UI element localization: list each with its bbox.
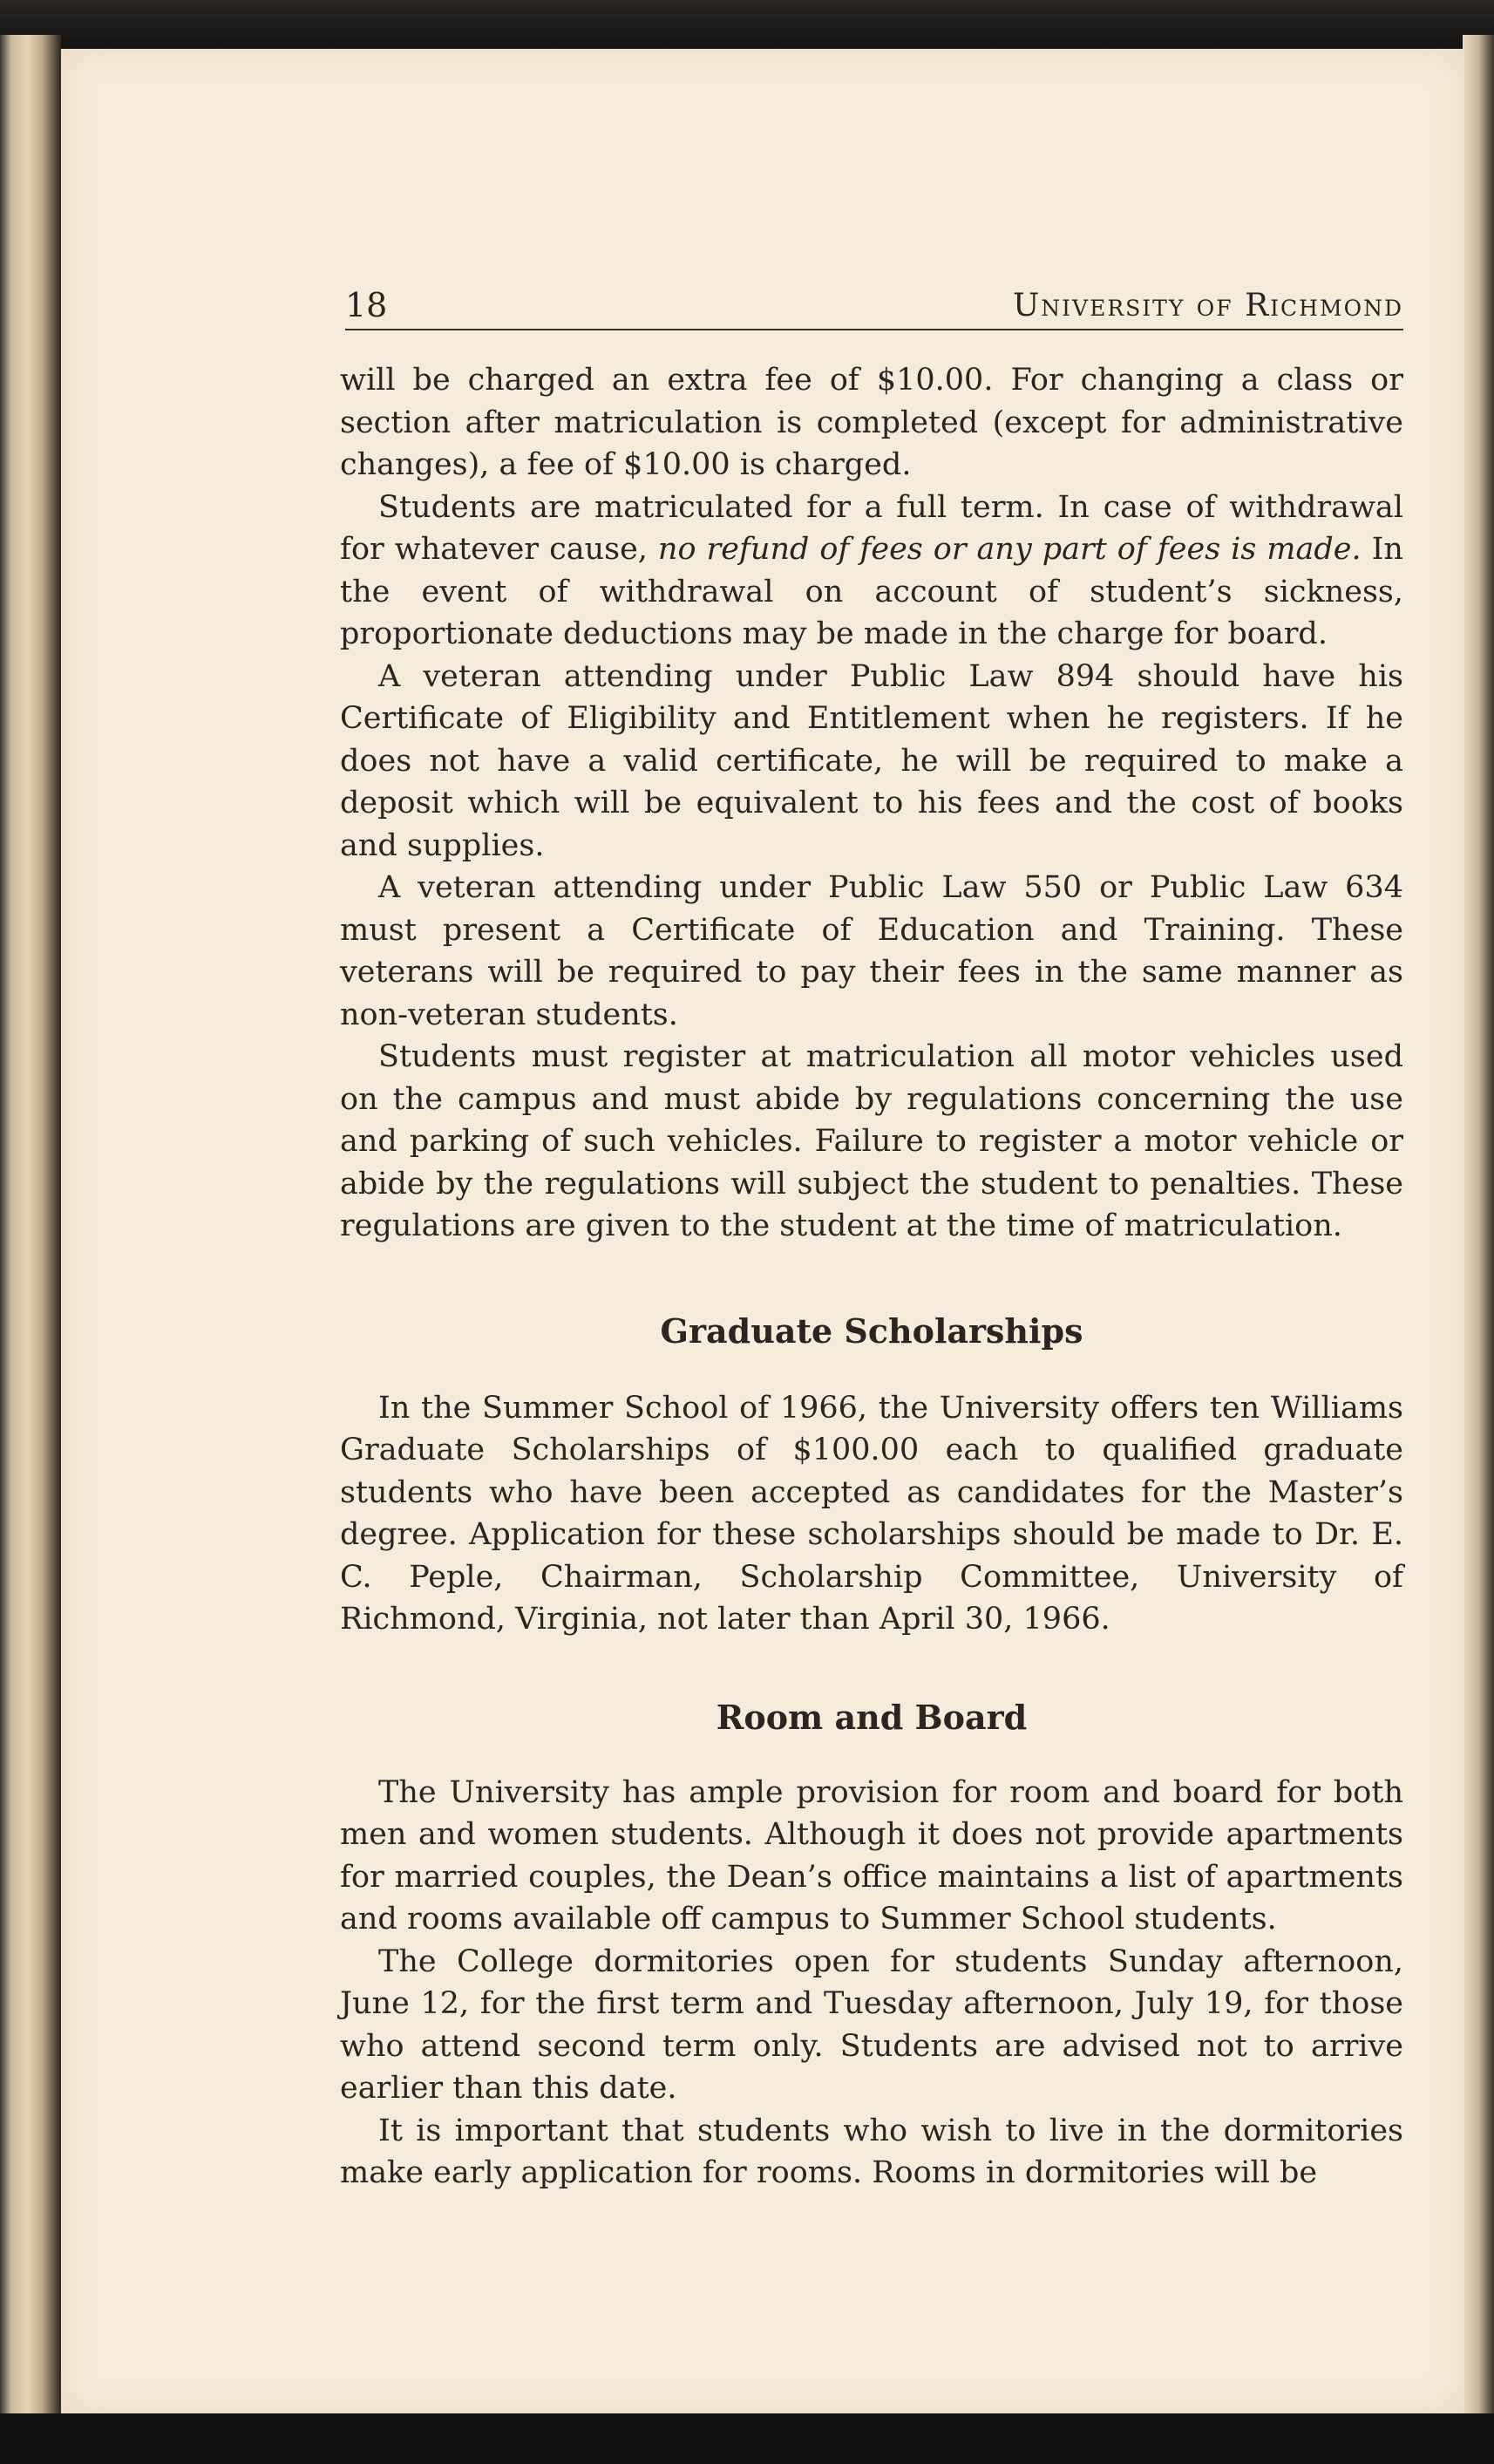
paragraph-graduate-scholarships: In the Summer School of 1966, the University offers ten Williams Graduate Scholarships of $100.00 each to qualified graduate students who have been accepted as candidates for the Master’s degree. Application for these scholarships should be made to Dr. E. C. Peple, Chairman, Scholarship Committee, University of Richmond, Virginia, not later than April 30, 1966. — [340, 1390, 1403, 1637]
heading-room-and-board: Room and Board — [716, 1697, 1028, 1737]
paragraph-veteran-894: A veteran attending under Public Law 894 should have his Certificate of Eligibility and Entitlement when he registers. If he does not have a valid certificate, he will be required to make a deposit which will be equivalent to his fees and the cost of books and supplies. — [340, 658, 1403, 863]
paragraph-fees-continued: will be charged an extra fee of $10.00. For changing a class or section after matriculation is completed (except for administrative changes), a fee of $10.00 is charged. — [340, 363, 1403, 482]
paragraph-motor-vehicles: Students must register at matriculation all motor vehicles used on the campus and must abide by regulations concerning the use and parking of such vehicles. Failure to register a motor vehicle or abide by the regulations will subject the student to penalties. These regulations are given to the student at the time of matriculation. — [340, 1039, 1403, 1243]
paragraph-room-provision: The University has ample provision for room and board for both men and women students. Although it does not provide apartments for married couples, the Dean’s office maintains a list of apartments and rooms available off campus to Summer School students. — [340, 1774, 1403, 1936]
page-number: 18 — [345, 286, 388, 324]
page-right-edge — [1463, 35, 1494, 2424]
withdrawal-text-end: In the event of withdrawal on account of student’s sickness, proportionate deductions may be made in the charge for board. — [340, 532, 1403, 651]
paragraph-early-application: It is important that students who wish to live in the dormitories make early application for rooms. Rooms in dormitories will be — [340, 2113, 1403, 2190]
withdrawal-text-start: Students are matriculated for a full term. In case of withdrawal for whatever cause, — [340, 489, 1403, 567]
body-text — [340, 359, 1403, 2195]
scan-top-border — [0, 0, 1494, 51]
running-head — [345, 281, 1403, 326]
withdrawal-no-refund-italic: no refund of fees or any part of fees is made. — [657, 532, 1362, 567]
paragraph-dormitories-open: The College dormitories open for students Sunday afternoon, June 12, for the first term and Tuesday afternoon, July 19, for those who attend second term only. Students are advised not to arrive earlier than this date. — [340, 1943, 1403, 2106]
header-rule — [345, 329, 1403, 330]
book-spine-edge — [0, 35, 61, 2424]
scan-bottom-border — [0, 2413, 1494, 2464]
paragraph-withdrawal — [340, 487, 1403, 656]
running-title: University of Richmond — [1012, 288, 1403, 323]
heading-graduate-scholarships: Graduate Scholarships — [660, 1310, 1083, 1351]
paragraph-veteran-550-634: A veteran attending under Public Law 550 or Public Law 634 must present a Certificate of Education and Training. These veterans will be required to pay their fees in the same manner as non-veteran students. — [340, 870, 1403, 1032]
